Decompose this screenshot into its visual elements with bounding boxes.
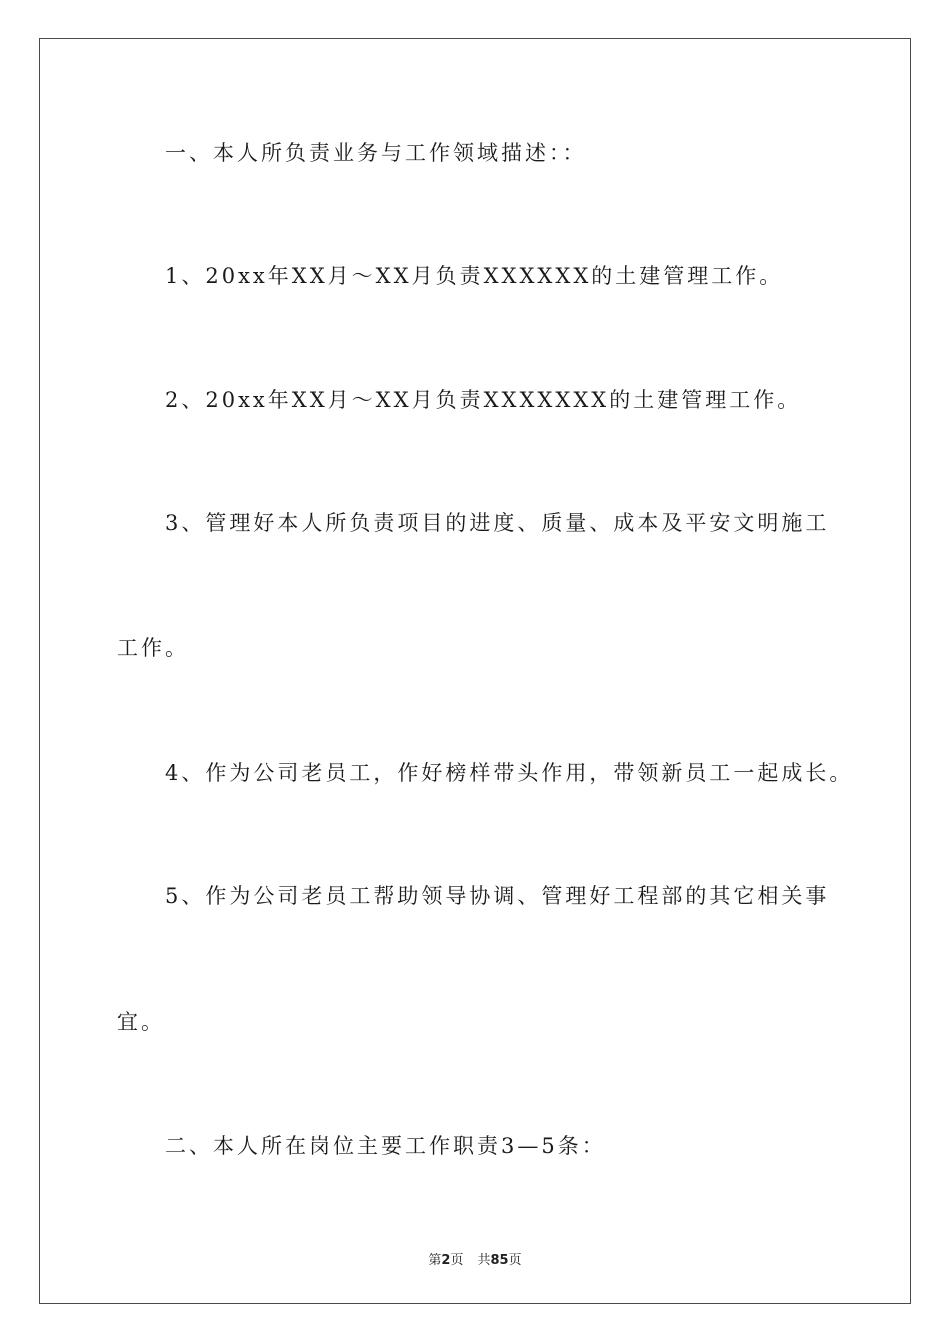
paragraph-item-2: 2、20xx年XX月～XX月负责XXXXXXX的土建管理工作。 xyxy=(165,388,802,412)
footer-total-suffix: 页 xyxy=(508,1253,522,1268)
paragraph-item-3-continued: 工作。 xyxy=(117,636,189,660)
footer-page-suffix: 页 xyxy=(450,1253,464,1268)
paragraph-item-3: 3、管理好本人所负责项目的进度、质量、成本及平安文明施工 xyxy=(165,511,830,535)
footer-page-number: 2 xyxy=(441,1253,451,1268)
page-footer xyxy=(0,1249,950,1268)
section-heading-2: 二、本人所在岗位主要工作职责3—5条： xyxy=(165,1134,606,1158)
paragraph-item-1: 1、20xx年XX月～XX月负责XXXXXX的土建管理工作。 xyxy=(165,264,784,288)
footer-page-prefix: 第 xyxy=(428,1253,442,1268)
footer-total-pages: 85 xyxy=(490,1253,509,1268)
page-border xyxy=(39,38,911,1304)
paragraph-item-5-continued: 宜。 xyxy=(117,1010,165,1034)
paragraph-item-5: 5、作为公司老员工帮助领导协调、管理好工程部的其它相关事 xyxy=(165,884,830,908)
paragraph-item-4: 4、作为公司老员工，作好榜样带头作用，带领新员工一起成长。 xyxy=(165,761,854,785)
section-heading-1: 一、本人所负责业务与工作领域描述：： xyxy=(165,141,587,165)
footer-total-prefix: 共 xyxy=(477,1253,491,1268)
